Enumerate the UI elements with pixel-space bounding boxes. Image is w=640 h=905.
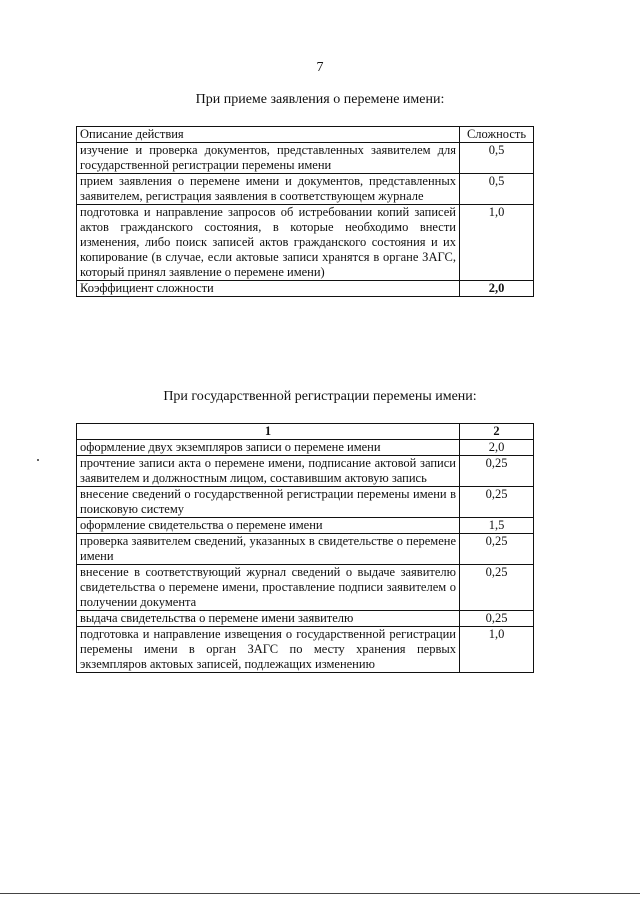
row-value: 0,5 <box>460 143 534 174</box>
table-name-change-registration <box>76 423 534 673</box>
table-row <box>77 565 534 611</box>
row-description: оформление двух экземпляров записи о перемене имени <box>77 440 460 456</box>
table-row <box>77 143 534 174</box>
row-description: подготовка и направление запросов об истребовании копий записей актов гражданского состояния, в которые необходимо внести изменения, либо поиск записей актов гражданского состояния и их копирование (в случае, если актовые записи хранятся в органе ЗАГС, который принял заявление о перемене имени) <box>77 205 460 281</box>
table-row <box>77 174 534 205</box>
table-row <box>77 456 534 487</box>
row-value: 0,5 <box>460 174 534 205</box>
row-value: 0,25 <box>460 487 534 518</box>
table-row <box>77 627 534 673</box>
total-label: Коэффициент сложности <box>77 281 460 297</box>
row-value: 0,25 <box>460 565 534 611</box>
table-row <box>77 440 534 456</box>
column-header-2: 2 <box>460 424 534 440</box>
table-application-intake <box>76 126 534 297</box>
row-value: 1,0 <box>460 627 534 673</box>
row-description: внесение в соответствующий журнал сведений о выдаче заявителю свидетельства о перемене имени, проставление подписи заявителем о получении документа <box>77 565 460 611</box>
row-value: 0,25 <box>460 534 534 565</box>
row-value: 2,0 <box>460 440 534 456</box>
page-number: 7 <box>316 60 324 75</box>
table-header-row <box>77 127 534 143</box>
total-row <box>77 281 534 297</box>
row-description: прием заявления о перемене имени и документов, представленных заявителем, регистрация заявления в соответствующем журнале <box>77 174 460 205</box>
table-row <box>77 205 534 281</box>
row-value: 1,0 <box>460 205 534 281</box>
table-row <box>77 611 534 627</box>
table-row <box>77 534 534 565</box>
row-value: 0,25 <box>460 456 534 487</box>
row-description: изучение и проверка документов, представленных заявителем для государственной регистрации перемены имени <box>77 143 460 174</box>
row-description: внесение сведений о государственной регистрации перемены имени в поисковую систему <box>77 487 460 518</box>
row-description: прочтение записи акта о перемене имени, подписание актовой записи заявителем и должностным лицом, составившим актовую запись <box>77 456 460 487</box>
scan-dot <box>37 459 39 461</box>
row-description: проверка заявителем сведений, указанных в свидетельстве о перемене имени <box>77 534 460 565</box>
column-header-description: Описание действия <box>77 127 460 143</box>
column-header-complexity: Сложность <box>460 127 534 143</box>
row-value: 0,25 <box>460 611 534 627</box>
row-value: 1,5 <box>460 518 534 534</box>
table-row <box>77 518 534 534</box>
row-description: выдача свидетельства о перемене имени заявителю <box>77 611 460 627</box>
row-description: оформление свидетельства о перемене имени <box>77 518 460 534</box>
column-header-1: 1 <box>77 424 460 440</box>
table-row <box>77 487 534 518</box>
page-bottom-rule <box>0 893 640 894</box>
section2-heading: При государственной регистрации перемены имени: <box>163 389 477 404</box>
table-header-row <box>77 424 534 440</box>
section1-heading: При приеме заявления о перемене имени: <box>195 92 445 107</box>
row-description: подготовка и направление извещения о государственной регистрации перемены имени в орган ЗАГС по месту хранения первых экземпляров актовых записей, подлежащих изменению <box>77 627 460 673</box>
total-value: 2,0 <box>460 281 534 297</box>
